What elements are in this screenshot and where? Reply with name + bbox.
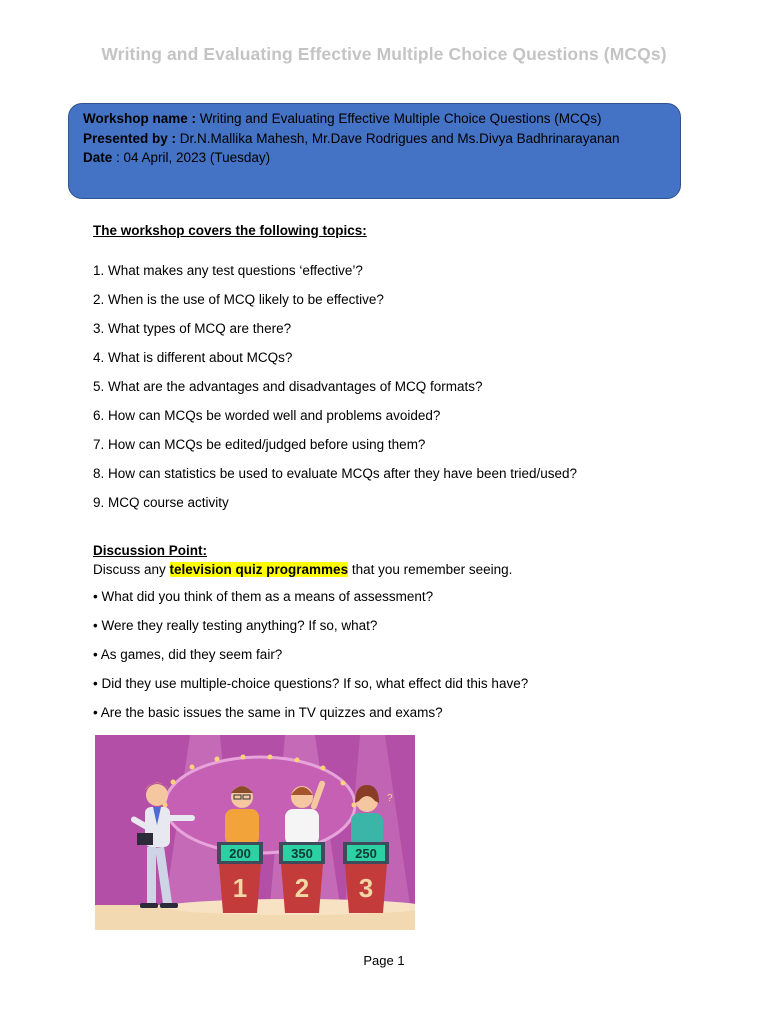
quiz-show-svg [95, 735, 415, 930]
podium-3 [343, 842, 389, 913]
topic-item: 7. How can MCQs be edited/judged before using them? [93, 437, 426, 452]
score-display-1: 200 [229, 846, 251, 861]
workshop-name-label: Workshop name : [83, 111, 197, 126]
highlighted-phrase: television quiz programmes [169, 562, 349, 577]
topics-heading: The workshop covers the following topics: [93, 223, 367, 238]
discussion-intro-before: Discuss any [93, 562, 170, 577]
date-value: : 04 April, 2023 (Tuesday) [112, 150, 271, 165]
workshop-name-row [83, 109, 680, 129]
podium-number-1: 1 [232, 873, 248, 903]
discussion-bullet: • What did you think of them as a means of assessment? [93, 589, 434, 604]
discussion-bullet: • Were they really testing anything? If so, what? [93, 618, 378, 633]
topic-item: 3. What types of MCQ are there? [93, 321, 292, 336]
presented-by-value: Dr.N.Mallika Mahesh, Mr.Dave Rodrigues and Ms.Divya Badhrinarayanan [176, 130, 620, 146]
topic-item: 8. How can statistics be used to evaluate MCQs after they have been tried/used? [93, 466, 578, 481]
discussion-section [93, 542, 528, 733]
topic-item: 9. MCQ course activity [93, 495, 229, 510]
date-label: Date [83, 150, 113, 165]
page-header-title: Writing and Evaluating Effective Multiple Choice Questions (MCQs) [101, 44, 667, 64]
discussion-bullet: • As games, did they seem fair? [93, 647, 283, 662]
discussion-bullet: • Did they use multiple-choice questions? If so, what effect did this have? [93, 676, 529, 691]
discussion-bullet: • Are the basic issues the same in TV quizzes and exams? [93, 705, 443, 720]
topic-item: 2. When is the use of MCQ likely to be effective? [93, 292, 384, 307]
score-display-3: 250 [355, 846, 377, 861]
podium-number-3: 3 [358, 873, 374, 903]
topic-item: 6. How can MCQs be worded well and problems avoided? [93, 408, 441, 423]
presenters-row [83, 129, 680, 149]
score-display-2: 350 [291, 846, 313, 861]
topic-item: 4. What is different about MCQs? [93, 350, 293, 365]
discussion-bullets [93, 588, 528, 733]
topic-item: 1. What makes any test questions ‘effective’? [93, 263, 363, 278]
podium-2 [279, 842, 325, 913]
stage-oval [165, 757, 355, 853]
workshop-info-box [68, 103, 681, 199]
podium-number-2: 2 [294, 873, 310, 903]
podium-1 [217, 842, 263, 913]
topics-list [93, 262, 577, 523]
page-number: Page 1 [363, 953, 405, 968]
discussion-intro [93, 560, 528, 580]
quiz-show-illustration [95, 735, 415, 930]
discussion-intro-after: that you remember seeing. [348, 562, 513, 577]
date-row [83, 148, 680, 168]
presented-by-label: Presented by : [83, 130, 177, 146]
topic-item: 5. What are the advantages and disadvantages of MCQ formats? [93, 379, 483, 394]
workshop-name-value: Writing and Evaluating Effective Multiple Choice Questions (MCQs) [196, 111, 602, 126]
discussion-heading: Discussion Point: [93, 543, 208, 558]
svg-text:?: ? [387, 793, 393, 804]
